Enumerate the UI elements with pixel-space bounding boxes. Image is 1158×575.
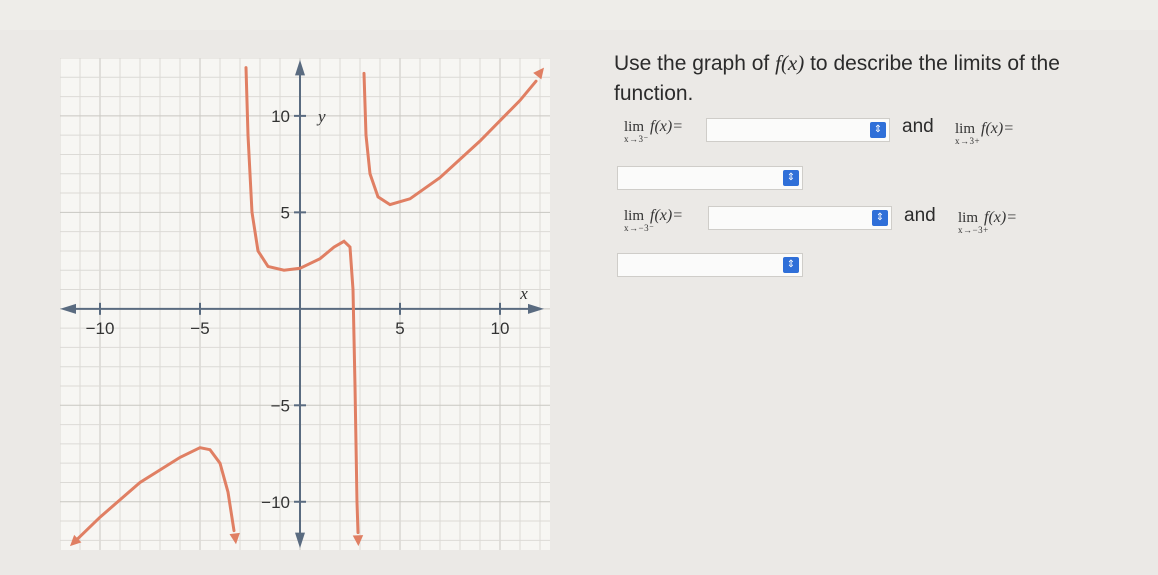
question-suffix: to describe the limits of the function.: [614, 52, 1060, 105]
browser-top-band: [0, 0, 1158, 31]
question-function: f(x): [775, 51, 805, 75]
lim-expression: f(x)=: [984, 209, 1018, 226]
lim-subscript: x→−3⁻: [624, 223, 655, 233]
limit-x-to-neg3-minus: [624, 207, 683, 234]
y-tick-label: −10: [261, 492, 290, 512]
lim-subscript: x→−3+: [958, 225, 989, 235]
dropdown-caret-icon[interactable]: ⇕: [872, 210, 888, 226]
question-prefix: Use the graph of: [614, 52, 776, 75]
lim-word: lim: [958, 210, 979, 226]
x-tick-label: −10: [85, 318, 115, 338]
and-label: and: [904, 205, 936, 226]
lim-word: lim: [624, 208, 645, 224]
lim-word: lim: [955, 121, 976, 137]
lim-expression: f(x)=: [650, 207, 684, 224]
x-axis-label: x: [520, 283, 528, 303]
lim-subscript: x→3⁻: [624, 134, 649, 144]
dropdown-caret-icon[interactable]: ⇕: [783, 257, 799, 273]
x-tick-label: 5: [395, 318, 405, 338]
limit-x-to-neg3-plus: [958, 209, 1017, 235]
limit-x-to-3-minus: [624, 118, 683, 145]
y-tick-label: 10: [271, 106, 290, 126]
y-axis-label: y: [318, 106, 326, 126]
lim-expression: f(x)=: [981, 120, 1015, 137]
y-tick-label: −5: [270, 396, 290, 416]
function-graph: [60, 58, 550, 550]
graph-background: [60, 58, 550, 550]
answer-dropdown-1[interactable]: [706, 118, 890, 142]
x-tick-label: −5: [190, 318, 210, 338]
answer-dropdown-3[interactable]: [708, 206, 892, 230]
limit-x-to-3-plus: [955, 120, 1014, 146]
answer-dropdown-2[interactable]: [617, 166, 803, 190]
graph-svg: [60, 58, 550, 550]
lim-word: lim: [624, 119, 645, 135]
dropdown-caret-icon[interactable]: ⇕: [870, 122, 886, 138]
x-tick-label: 10: [490, 318, 510, 338]
y-tick-label: 5: [280, 203, 290, 223]
lim-expression: f(x)=: [650, 118, 684, 135]
dropdown-caret-icon[interactable]: ⇕: [783, 170, 799, 186]
answer-dropdown-4[interactable]: [617, 253, 803, 277]
question-text: [614, 48, 1134, 109]
lim-subscript: x→3+: [955, 136, 981, 146]
and-label: and: [902, 116, 934, 137]
